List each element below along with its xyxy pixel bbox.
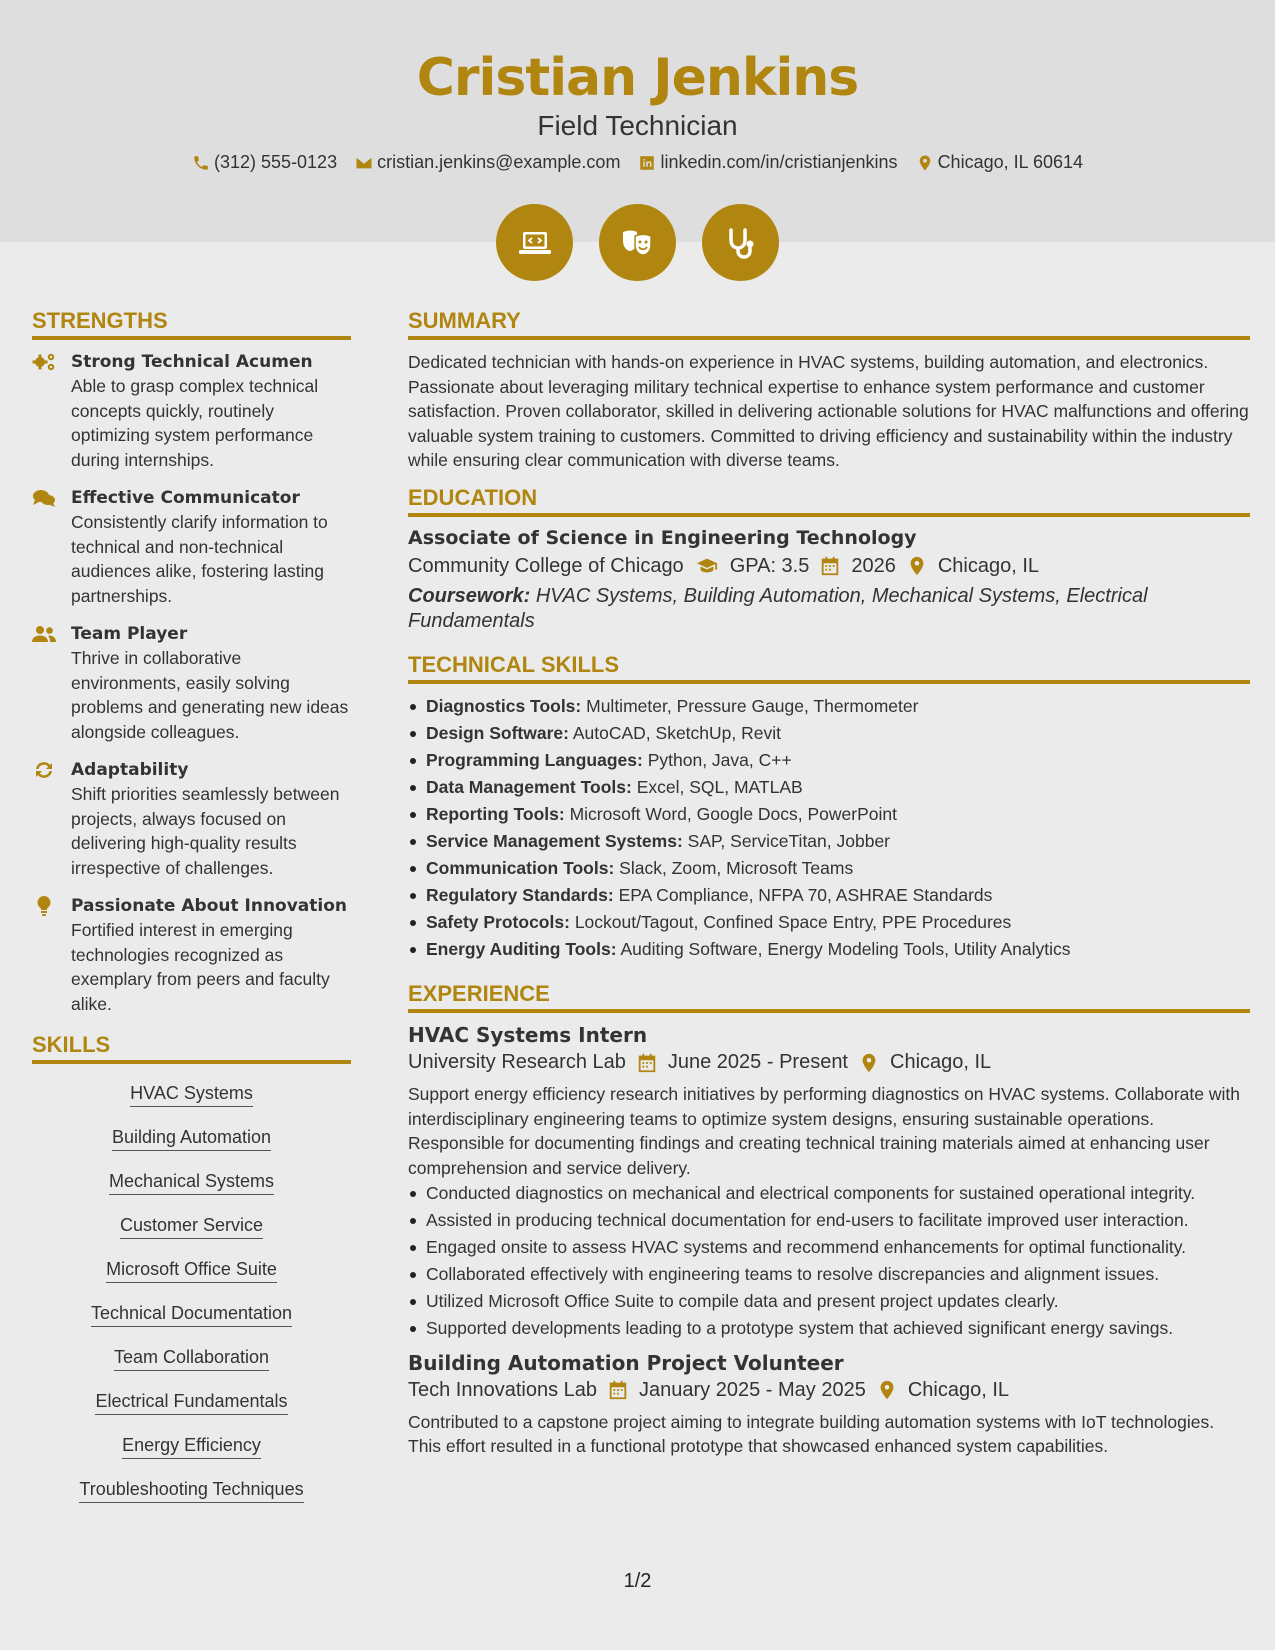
strength-item [32, 350, 351, 472]
strength-title: Effective Communicator [71, 488, 300, 508]
summary-heading: SUMMARY [408, 308, 1250, 340]
strengths-heading: STRENGTHS [32, 308, 351, 340]
tech-skill-value: Excel, SQL, MATLAB [636, 776, 803, 797]
skill-tag: Building Automation [112, 1118, 271, 1151]
list-item [408, 883, 1250, 908]
list-item [408, 937, 1250, 962]
technical-skills-heading: TECHNICAL SKILLS [408, 652, 1250, 684]
skill-tag: Microsoft Office Suite [106, 1250, 277, 1283]
job-description: Contributed to a capstone project aiming to integrate building automation systems with IoT technologies. This effort resulted in a functional prototype that showcased enhanced system capabilities. [408, 1411, 1215, 1456]
calendar-icon [636, 1052, 658, 1074]
job-dates: June 2025 - Present [667, 1051, 848, 1073]
strength-desc: Shift priorities seamlessly between projects, always focused on delivering high-quality results irrespective of challenges. [71, 784, 340, 878]
list-item [408, 910, 1250, 935]
list-item: Conducted diagnostics on mechanical and electrical components for sustained operational integrity. [408, 1181, 1250, 1206]
skills-heading: SKILLS [32, 1032, 351, 1064]
contact-phone[interactable] [192, 152, 337, 173]
list-item: Engaged onsite to assess HVAC systems and recommend enhancements for optimal functionality. [408, 1235, 1250, 1260]
skill-tag: Troubleshooting Techniques [79, 1470, 303, 1503]
linkedin-icon [638, 154, 656, 172]
coursework [408, 584, 1250, 634]
job-org: Tech Innovations Lab [408, 1378, 598, 1401]
gpa-text: GPA: 3.5 [729, 554, 810, 577]
stethoscope-icon [721, 223, 761, 263]
tech-skill-label: Reporting Tools: [426, 803, 565, 824]
list-item [408, 694, 1250, 719]
strength-desc: Consistently clarify information to technical and non-technical audiences alike, fostering lasting partnerships. [71, 512, 328, 606]
strength-title: Adaptability [71, 760, 189, 780]
experience-entry [408, 1351, 1250, 1459]
phone-icon [192, 154, 210, 172]
coursework-label: Coursework: [408, 584, 531, 607]
job-title-heading: Field Technician [537, 110, 738, 141]
degree-title: Associate of Science in Engineering Technology [408, 526, 917, 549]
strength-item [32, 486, 351, 608]
skill-tag: Team Collaboration [114, 1338, 269, 1371]
strength-item [32, 758, 351, 880]
list-item [408, 721, 1250, 746]
theater-masks-icon [618, 223, 658, 263]
tech-skill-label: Communication Tools: [426, 857, 615, 878]
skill-tag: Technical Documentation [91, 1294, 292, 1327]
phone-text: (312) 555-0123 [213, 152, 338, 172]
job-title: HVAC Systems Intern [408, 1023, 648, 1047]
tech-skill-value: Python, Java, C++ [647, 749, 792, 770]
list-item [408, 829, 1250, 854]
map-pin-icon [916, 154, 934, 172]
job-description: Support energy efficiency research initiatives by performing diagnostics on HVAC systems. Collaborate with interdisciplinary engineering teams to optimize system designs, ensuring sustainable operations. Responsible for documenting findings and creating technical training materials aimed at enhancing user comprehension and service delivery. [408, 1084, 1240, 1178]
list-item: Collaborated effectively with engineering teams to resolve discrepancies and alignment issues. [408, 1262, 1250, 1287]
experience-heading: EXPERIENCE [408, 981, 1250, 1013]
laptop-code-icon [515, 223, 555, 263]
strength-desc: Fortified interest in emerging technologies recognized as exemplary from peers and faculty alike. [71, 920, 330, 1014]
education-location: Chicago, IL [937, 554, 1040, 577]
map-pin-icon [858, 1052, 880, 1074]
skill-tag: HVAC Systems [130, 1074, 253, 1107]
page-number: 1/2 [623, 1570, 652, 1592]
skills-list [32, 1074, 351, 1514]
tech-skill-value: Auditing Software, Energy Modeling Tools, Utility Analytics [620, 938, 1071, 959]
strength-item [32, 894, 351, 1016]
strength-item [32, 622, 351, 744]
tech-skill-label: Diagnostics Tools: [426, 695, 582, 716]
education-heading: EDUCATION [408, 485, 1250, 517]
graduation-cap-icon [694, 555, 720, 577]
badge-masks [599, 204, 676, 281]
list-item: Assisted in producing technical documentation for end-users to facilitate improved user interaction. [408, 1208, 1250, 1233]
candidate-name: Cristian Jenkins [416, 48, 859, 108]
location-text: Chicago, IL 60614 [937, 152, 1084, 172]
skill-tag: Electrical Fundamentals [95, 1382, 287, 1415]
list-item [408, 856, 1250, 881]
strength-title: Team Player [71, 624, 188, 644]
tech-skill-value: Lockout/Tagout, Confined Space Entry, PPE Procedures [574, 911, 1012, 932]
tech-skill-label: Energy Auditing Tools: [426, 938, 617, 959]
linkedin-text: linkedin.com/in/cristianjenkins [660, 152, 898, 172]
tech-skill-value: SAP, ServiceTitan, Jobber [687, 830, 890, 851]
school-name: Community College of Chicago [408, 554, 684, 577]
job-bullets [408, 1181, 1250, 1341]
sync-icon [32, 760, 56, 780]
tech-skill-label: Service Management Systems: [426, 830, 683, 851]
job-org: University Research Lab [408, 1051, 626, 1073]
job-title: Building Automation Project Volunteer [408, 1350, 844, 1375]
strength-title: Passionate About Innovation [71, 896, 348, 916]
contact-email[interactable] [355, 152, 620, 173]
envelope-icon [355, 154, 373, 172]
list-item [408, 748, 1250, 773]
job-meta [408, 1379, 1250, 1402]
tech-skill-label: Regulatory Standards: [426, 884, 614, 905]
left-column [32, 308, 351, 1514]
calendar-icon [607, 1379, 629, 1401]
summary-text: Dedicated technician with hands-on experience in HVAC systems, building automation, and electronics. Passionate about leveraging military technical expertise to enhance system performance and customer satisfaction. Proven collaborator, skilled in delivering actionable solutions for HVAC malfunctions and offering valuable system training to customers. Committed to driving efficiency and sustainability within the industry while ensuring clear communication with diverse teams. [408, 352, 1249, 470]
list-item [408, 775, 1250, 800]
badge-laptop [496, 204, 573, 281]
tech-skill-label: Programming Languages: [426, 749, 643, 770]
tech-skill-value: EPA Compliance, NFPA 70, ASHRAE Standards [618, 884, 993, 905]
tech-skill-value: AutoCAD, SketchUp, Revit [572, 722, 781, 743]
strength-desc: Able to grasp complex technical concepts quickly, routinely optimizing system performance during internships. [71, 376, 319, 470]
tech-skill-value: Multimeter, Pressure Gauge, Thermometer [586, 695, 919, 716]
job-dates: January 2025 - May 2025 [639, 1378, 866, 1401]
coursework-list: HVAC Systems, Building Automation, Mechanical Systems, Electrical Fundamentals [408, 584, 1148, 632]
skill-tag: Mechanical Systems [109, 1162, 274, 1195]
list-item [408, 802, 1250, 827]
tech-skill-label: Design Software: [426, 722, 569, 743]
lightbulb-icon [32, 896, 56, 916]
tech-skill-label: Safety Protocols: [426, 911, 570, 932]
job-meta [408, 1051, 1250, 1074]
right-column [408, 308, 1250, 1460]
skill-tag: Energy Efficiency [122, 1426, 261, 1459]
badge-stethoscope [702, 204, 779, 281]
education-meta [408, 555, 1250, 578]
calendar-icon [819, 555, 841, 577]
tech-skill-value: Microsoft Word, Google Docs, PowerPoint [569, 803, 898, 824]
comments-icon [32, 488, 56, 508]
map-pin-icon [876, 1379, 898, 1401]
strength-desc: Thrive in collaborative environments, easily solving problems and generating new ideas alongside colleagues. [71, 648, 349, 742]
technical-skills-list [408, 694, 1250, 962]
graduation-year: 2026 [851, 554, 896, 577]
list-item: Utilized Microsoft Office Suite to compile data and present project updates clearly. [408, 1289, 1250, 1314]
list-item: Supported developments leading to a prototype system that achieved significant energy savings. [408, 1316, 1250, 1341]
tech-skill-value: Slack, Zoom, Microsoft Teams [619, 857, 854, 878]
gears-icon [32, 352, 56, 372]
contact-linkedin[interactable] [638, 152, 897, 173]
contact-location [916, 152, 1083, 173]
job-location: Chicago, IL [907, 1378, 1010, 1401]
experience-entry [408, 1023, 1250, 1341]
users-icon [32, 624, 56, 644]
job-location: Chicago, IL [890, 1051, 992, 1073]
tech-skill-label: Data Management Tools: [426, 776, 632, 797]
contact-bar [0, 152, 1275, 173]
strength-title: Strong Technical Acumen [71, 352, 313, 372]
map-pin-icon [906, 555, 928, 577]
badge-row [0, 204, 1275, 281]
email-text: cristian.jenkins@example.com [377, 152, 621, 172]
skill-tag: Customer Service [120, 1206, 263, 1239]
